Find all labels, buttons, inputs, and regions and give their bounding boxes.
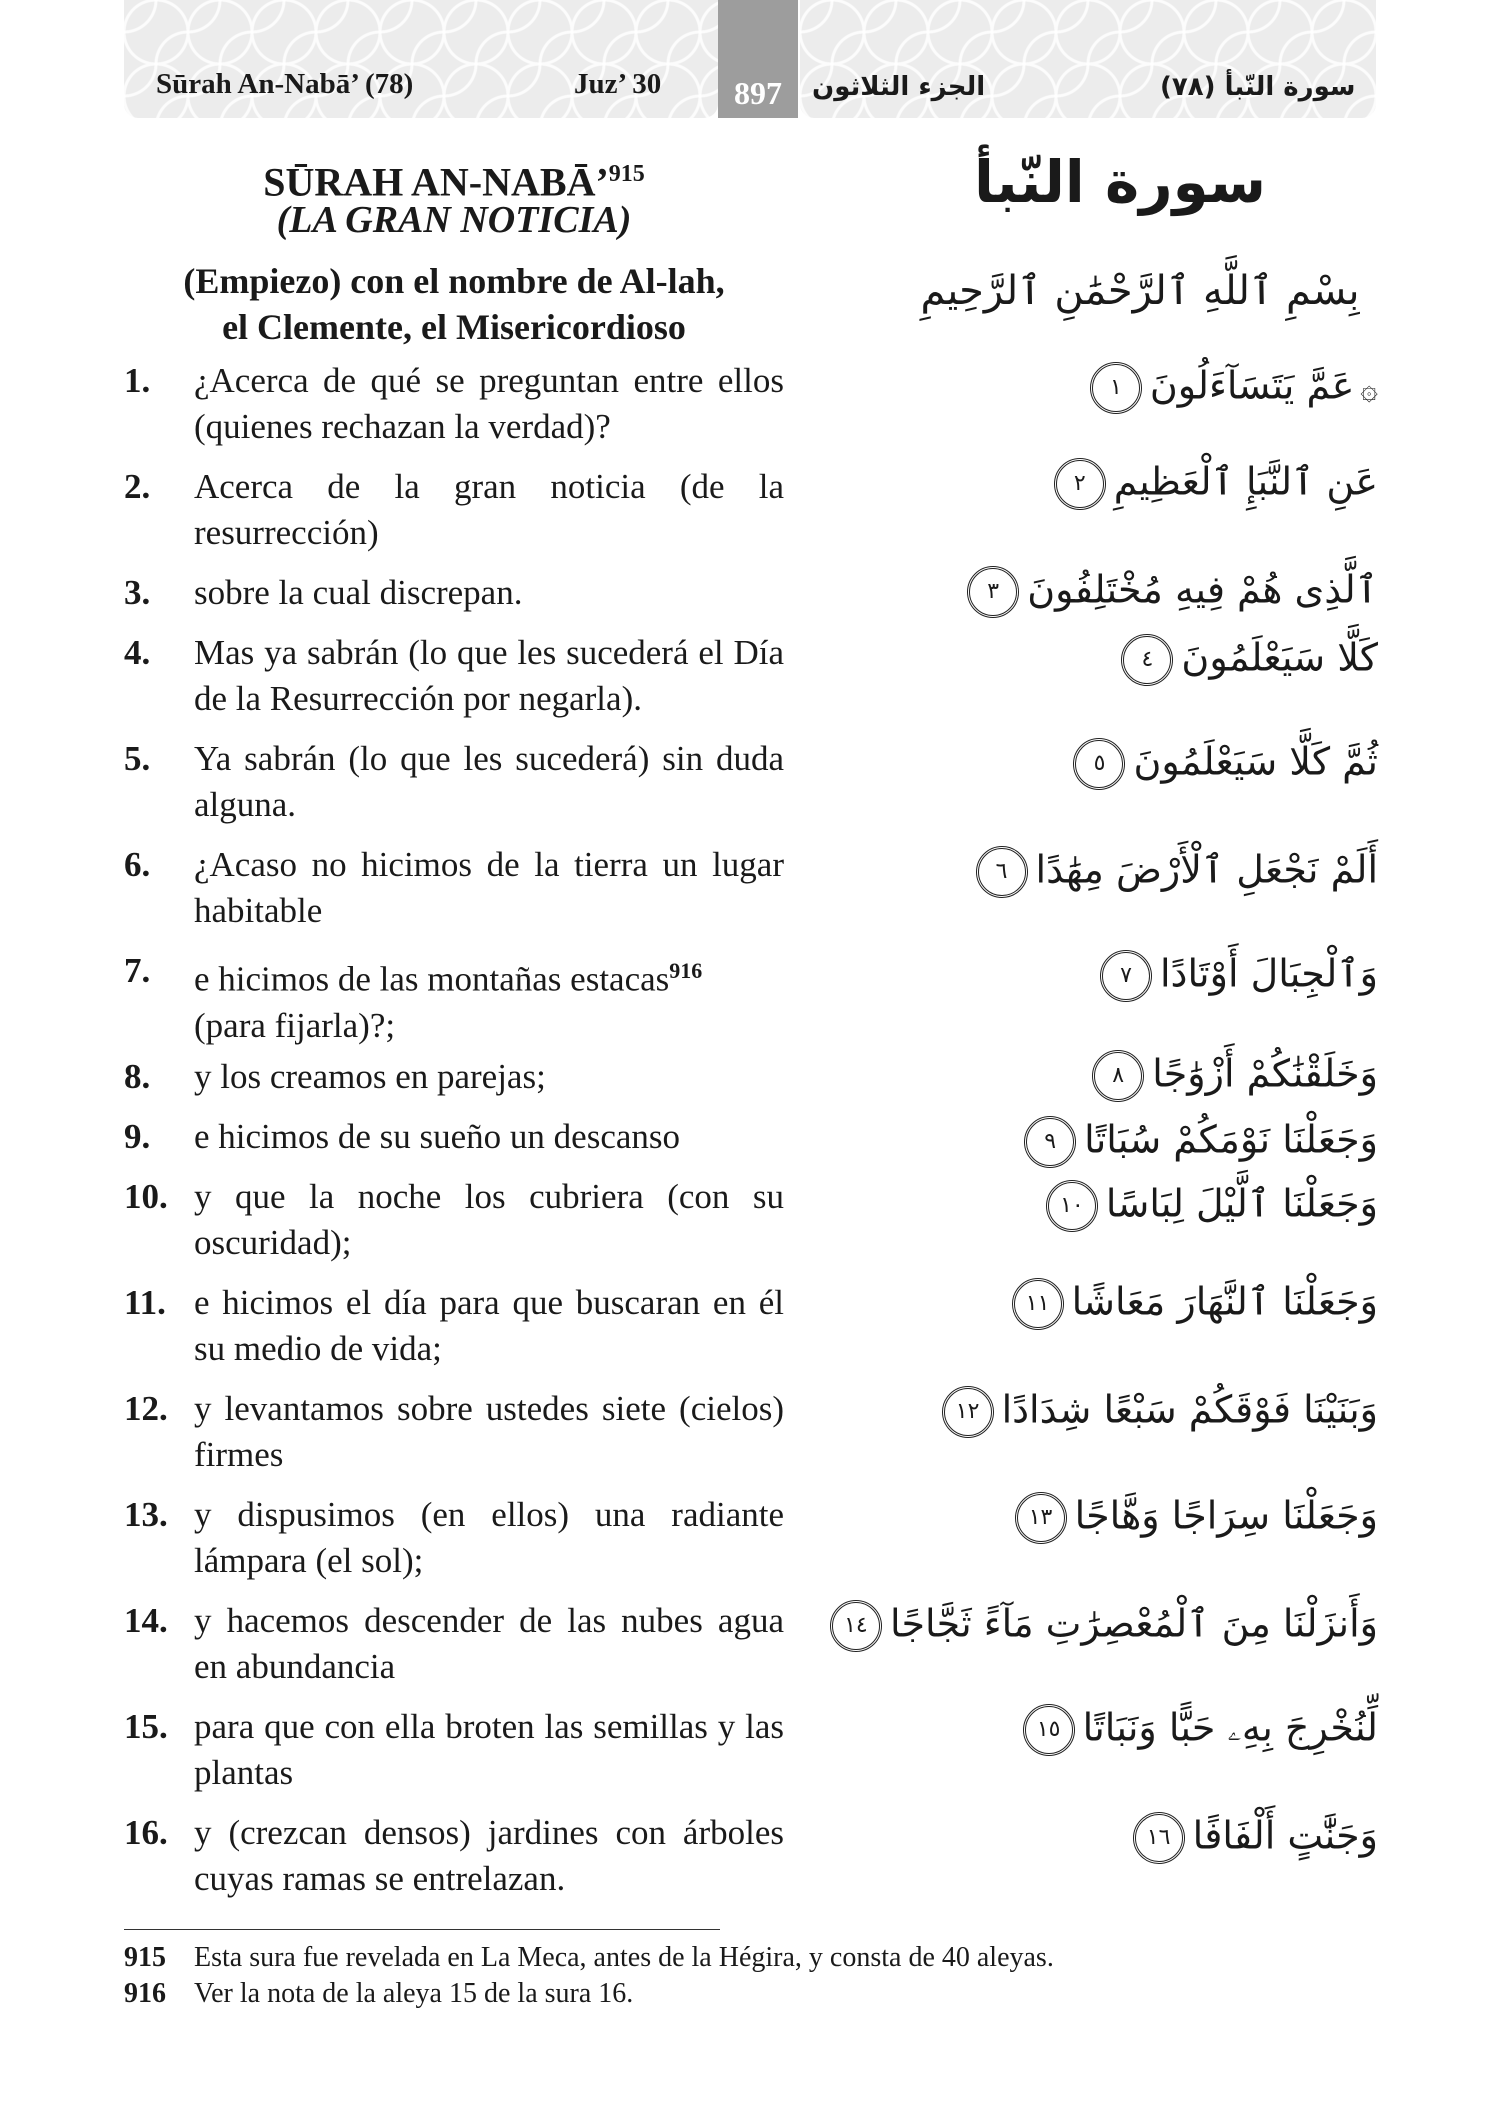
arabic-verse-4 <box>818 634 1378 686</box>
arabic-verse-text: وَبَنَيْنَا فَوْقَكُمْ سَبْعًا شِدَادًا <box>1001 1387 1378 1432</box>
verse-15 <box>124 1704 784 1796</box>
verse-text: y que la noche los cubriera (con su oscuridad); <box>194 1177 784 1262</box>
verse-text: e hicimos de su sueño un descanso <box>194 1117 681 1156</box>
arabic-verse-text: وَخَلَقْنَٰكُمْ أَزْوَٰجًا <box>1152 1051 1378 1096</box>
footnote-916 <box>124 1978 633 2010</box>
arabic-basmala: بِسْمِ ٱللَّهِ ٱلرَّحْمَٰنِ ٱلرَّحِيمِ <box>920 268 1360 314</box>
verse-number: 12. <box>124 1389 168 1428</box>
header-juz-ar: الجزء الثلاثون <box>812 72 986 102</box>
footnote-text: Ver la nota de la aleya 15 de la sura 16. <box>194 1978 634 2009</box>
arabic-verse-text: عَمَّ يَتَسَآءَلُونَ <box>1149 363 1355 408</box>
verse-text: y (crezcan densos) jardines con árboles cuyas ramas se entrelazan. <box>194 1813 784 1898</box>
footnote-text: Esta sura fue revelada en La Meca, antes de la Hégira, y consta de 40 aleyas. <box>194 1942 1054 1973</box>
verse-text: Acerca de la gran noticia (de la resurrección) <box>194 467 784 552</box>
verse-number: 5. <box>124 739 151 778</box>
verse-text: Ya sabrán (lo que les sucederá) sin duda alguna. <box>194 739 784 824</box>
footnote-number: 915 <box>124 1942 166 1973</box>
basmala-translation <box>124 258 784 350</box>
verse-number: 8. <box>124 1057 151 1096</box>
verse-number: 3. <box>124 573 151 612</box>
arabic-verse-text: وَجَعَلْنَا نَوْمَكُمْ سُبَاتًا <box>1084 1117 1378 1162</box>
verse-number: 7. <box>124 951 151 990</box>
verse-text: ¿Acaso no hicimos de la tierra un lugar habitable <box>194 845 784 930</box>
verse-number: 14. <box>124 1601 168 1640</box>
arabic-verse-11 <box>818 1278 1378 1330</box>
verse-text: y hacemos descender de las nubes agua en abundancia <box>194 1601 784 1686</box>
verse-number: 10. <box>124 1177 168 1216</box>
verse-number: 1. <box>124 361 151 400</box>
arabic-verse-14 <box>778 1600 1378 1652</box>
ayah-end-marker: ١٣ <box>1015 1492 1067 1544</box>
ayah-end-marker: ١٢ <box>942 1386 994 1438</box>
header-juz-en: Juz’ 30 <box>574 68 662 100</box>
verse-text: y dispusimos (en ellos) una radiante lámpara (el sol); <box>194 1495 784 1580</box>
page-number: 897 <box>734 75 782 111</box>
header-surah-en: Sūrah An-Nabā’ (78) <box>156 68 414 100</box>
verse-text: e hicimos el día para que buscaran en él su medio de vida; <box>194 1283 784 1368</box>
arabic-verse-text: وَجَعَلْنَا ٱلَّيْلَ لِبَاسًا <box>1105 1181 1378 1226</box>
arabic-verse-text: ٱلَّذِى هُمْ فِيهِ مُخْتَلِفُونَ <box>1027 567 1378 612</box>
ayah-end-marker: ٧ <box>1100 950 1152 1002</box>
verse-7 <box>124 948 784 1049</box>
ayah-end-marker: ٦ <box>976 846 1028 898</box>
verse-text: y los creamos en parejas; <box>194 1057 546 1096</box>
verse-8 <box>124 1054 784 1100</box>
page-number-box <box>718 0 798 118</box>
arabic-verse-3 <box>818 566 1378 618</box>
verse-number: 2. <box>124 467 151 506</box>
verse-12 <box>124 1386 784 1478</box>
arabic-surah-title: سورة النّبأ <box>973 148 1266 216</box>
rub-el-hizb-icon: ۞ <box>1360 371 1378 407</box>
ayah-end-marker: ١٤ <box>830 1600 882 1652</box>
arabic-verse-5 <box>818 738 1378 790</box>
ayah-end-marker: ٣ <box>967 566 1019 618</box>
ayah-end-marker: ١ <box>1090 362 1142 414</box>
arabic-verse-text: ثُمَّ كَلَّا سَيَعْلَمُونَ <box>1133 739 1378 784</box>
verse-text: e hicimos de las montañas estacas <box>194 959 670 999</box>
ayah-end-marker: ٨ <box>1092 1050 1144 1102</box>
ayah-end-marker: ١٦ <box>1133 1812 1185 1864</box>
basmala-line-1: (Empiezo) con el nombre de Al-lah, <box>183 261 725 301</box>
verse-5 <box>124 736 784 828</box>
arabic-verse-text: كَلَّا سَيَعْلَمُونَ <box>1181 635 1378 680</box>
footnote-ref-915: 915 <box>608 161 645 187</box>
verse-3 <box>124 570 784 616</box>
verse-number: 13. <box>124 1495 168 1534</box>
verse-number: 16. <box>124 1813 168 1852</box>
arabic-verse-7 <box>818 950 1378 1002</box>
verse-number: 6. <box>124 845 151 884</box>
arabic-verse-6 <box>818 846 1378 898</box>
ayah-end-marker: ٥ <box>1073 738 1125 790</box>
arabic-verse-2 <box>818 458 1378 510</box>
arabic-verse-text: لِّنُخْرِجَ بِهِۦ حَبًّا وَنَبَاتًا <box>1082 1705 1378 1750</box>
ayah-end-marker: ٢ <box>1054 458 1106 510</box>
surah-subtitle: (LA GRAN NOTICIA) <box>276 199 632 241</box>
footnote-divider <box>124 1929 720 1930</box>
ayah-end-marker: ٤ <box>1121 634 1173 686</box>
verse-text-continued: (para fijarla)?; <box>194 1005 396 1045</box>
verse-14 <box>124 1598 784 1690</box>
verse-text: ¿Acerca de qué se preguntan entre ellos (quienes rechazan la verdad)? <box>194 361 784 446</box>
arabic-verse-text: وَجَعَلْنَا سِرَاجًا وَهَّاجًا <box>1074 1493 1378 1538</box>
arabic-verse-text: أَلَمْ نَجْعَلِ ٱلْأَرْضَ مِهَٰدًا <box>1035 847 1378 892</box>
basmala-line-2: el Clemente, el Misericordioso <box>222 307 686 347</box>
verse-13 <box>124 1492 784 1584</box>
arabic-verse-16 <box>818 1812 1378 1864</box>
verse-text: Mas ya sabrán (lo que les sucederá el Día de la Resurrección por negarla). <box>194 633 784 718</box>
arabic-verse-text: وَجَنَّٰتٍ أَلْفَافًا <box>1192 1813 1378 1858</box>
ayah-end-marker: ١١ <box>1012 1278 1064 1330</box>
header-surah-ar: سورة النّبأ (٧٨) <box>1160 72 1356 102</box>
verse-number: 15. <box>124 1707 168 1746</box>
verse-number: 4. <box>124 633 151 672</box>
arabic-verse-text: وَأَنزَلْنَا مِنَ ٱلْمُعْصِرَٰتِ مَآءً ثَجَّاجًا <box>889 1601 1378 1646</box>
ayah-end-marker: ١٥ <box>1023 1704 1075 1756</box>
verse-4 <box>124 630 784 722</box>
arabic-verse-15 <box>818 1704 1378 1756</box>
arabic-verse-10 <box>818 1180 1378 1232</box>
arabic-verse-text: وَجَعَلْنَا ٱلنَّهَارَ مَعَاشًا <box>1071 1279 1378 1324</box>
arabic-verse-text: عَنِ ٱلنَّبَإِ ٱلْعَظِيمِ <box>1113 459 1378 504</box>
footnote-number: 916 <box>124 1978 166 2009</box>
verse-text: sobre la cual discrepan. <box>194 573 523 612</box>
verse-text: para que con ella broten las semillas y las plantas <box>194 1707 784 1792</box>
verse-number: 11. <box>124 1283 166 1322</box>
arabic-verse-9 <box>818 1116 1378 1168</box>
verse-16 <box>124 1810 784 1902</box>
surah-name: SŪRAH AN-NABĀ’ <box>263 159 609 205</box>
arabic-verse-12 <box>818 1386 1378 1438</box>
ayah-end-marker: ٩ <box>1024 1116 1076 1168</box>
arabic-verse-text: وَٱلْجِبَالَ أَوْتَادًا <box>1160 951 1378 996</box>
verse-6 <box>124 842 784 934</box>
arabic-verse-1 <box>818 362 1378 414</box>
arabic-verse-13 <box>818 1492 1378 1544</box>
verse-text: y levantamos sobre ustedes siete (cielos) firmes <box>194 1389 784 1474</box>
verse-11 <box>124 1280 784 1372</box>
verse-9 <box>124 1114 784 1160</box>
verse-10 <box>124 1174 784 1266</box>
footnote-ref-916: 916 <box>669 958 703 983</box>
footnote-915 <box>124 1942 1054 1974</box>
verse-2 <box>124 464 784 556</box>
arabic-verse-8 <box>818 1050 1378 1102</box>
verse-number: 9. <box>124 1117 151 1156</box>
verse-1 <box>124 358 784 450</box>
ayah-end-marker: ١٠ <box>1046 1180 1098 1232</box>
